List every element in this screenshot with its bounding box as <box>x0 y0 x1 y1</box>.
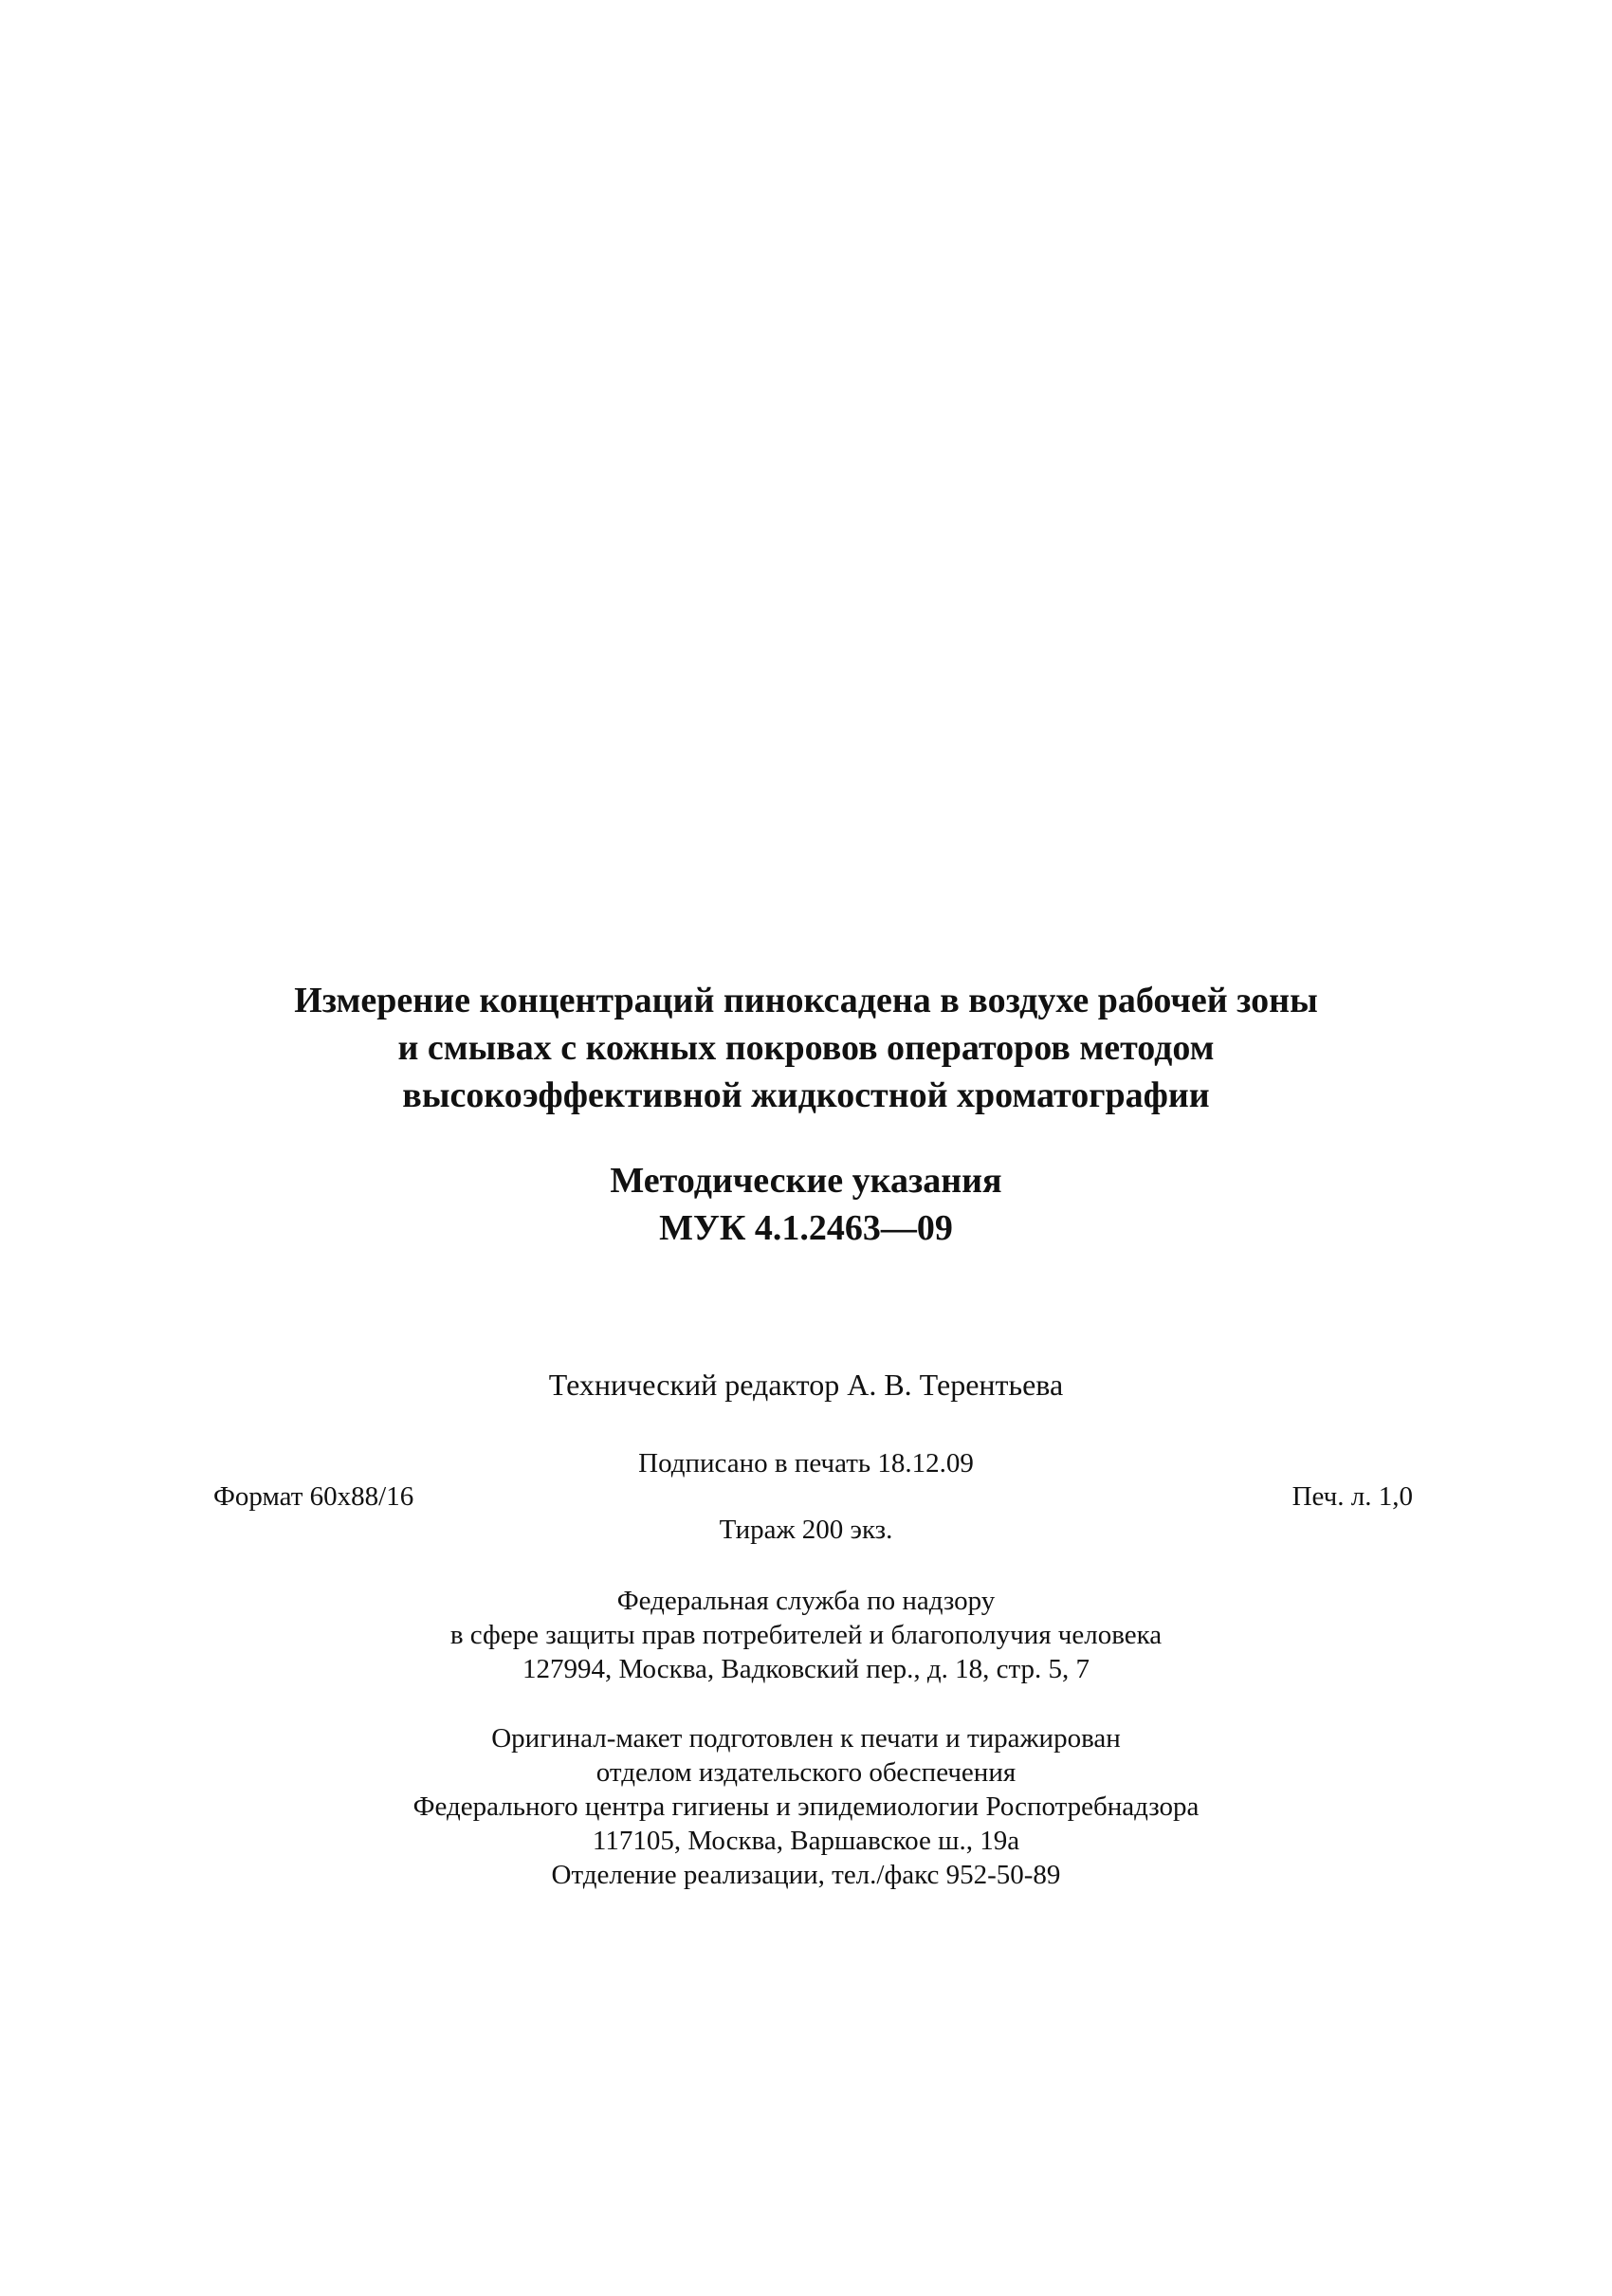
technical-editor: Технический редактор А. В. Терентьева <box>548 1368 1064 1402</box>
printed-sheets: Печ. л. 1,0 <box>1291 1481 1413 1512</box>
publisher-address: 127994, Москва, Вадковский пер., д. 18, стр. 5, 7 <box>522 1654 1090 1684</box>
publisher-block <box>0 1584 1612 1686</box>
print-run: Тираж 200 экз. <box>719 1515 893 1545</box>
title-line-1: Измерение концентраций пиноксадена в воздухе рабочей зоны <box>294 981 1318 1020</box>
title-line-2: и смывах с кожных покровов операторов методом <box>397 1028 1215 1068</box>
signed-to-print: Подписано в печать 18.12.09 <box>638 1448 974 1479</box>
document-code: МУК 4.1.2463—09 <box>659 1208 953 1248</box>
printer-line-1: Оригинал-макет подготовлен к печати и тиражирован <box>491 1723 1121 1754</box>
printer-line-3: Федерального центра гигиены и эпидемиологии Роспотребнадзора <box>412 1791 1200 1822</box>
sales-contact: Отделение реализации, тел./факс 952-50-89 <box>551 1860 1061 1890</box>
printer-address: 117105, Москва, Варшавское ш., 19а <box>592 1826 1020 1856</box>
document-type: Методические указания <box>610 1161 1002 1201</box>
publisher-line-2: в сфере защиты прав потребителей и благополучия человека <box>449 1620 1163 1650</box>
printer-line-2: отделом издательского обеспечения <box>595 1757 1017 1788</box>
printer-block <box>0 1721 1612 1892</box>
title-line-3: высокоэффективной жидкостной хроматографии <box>402 1075 1210 1115</box>
document-title <box>0 977 1612 1119</box>
publisher-line-1: Федеральная служба по надзору <box>616 1586 996 1616</box>
paper-format: Формат 60x88/16 <box>213 1481 414 1512</box>
document-designation <box>0 1157 1612 1252</box>
